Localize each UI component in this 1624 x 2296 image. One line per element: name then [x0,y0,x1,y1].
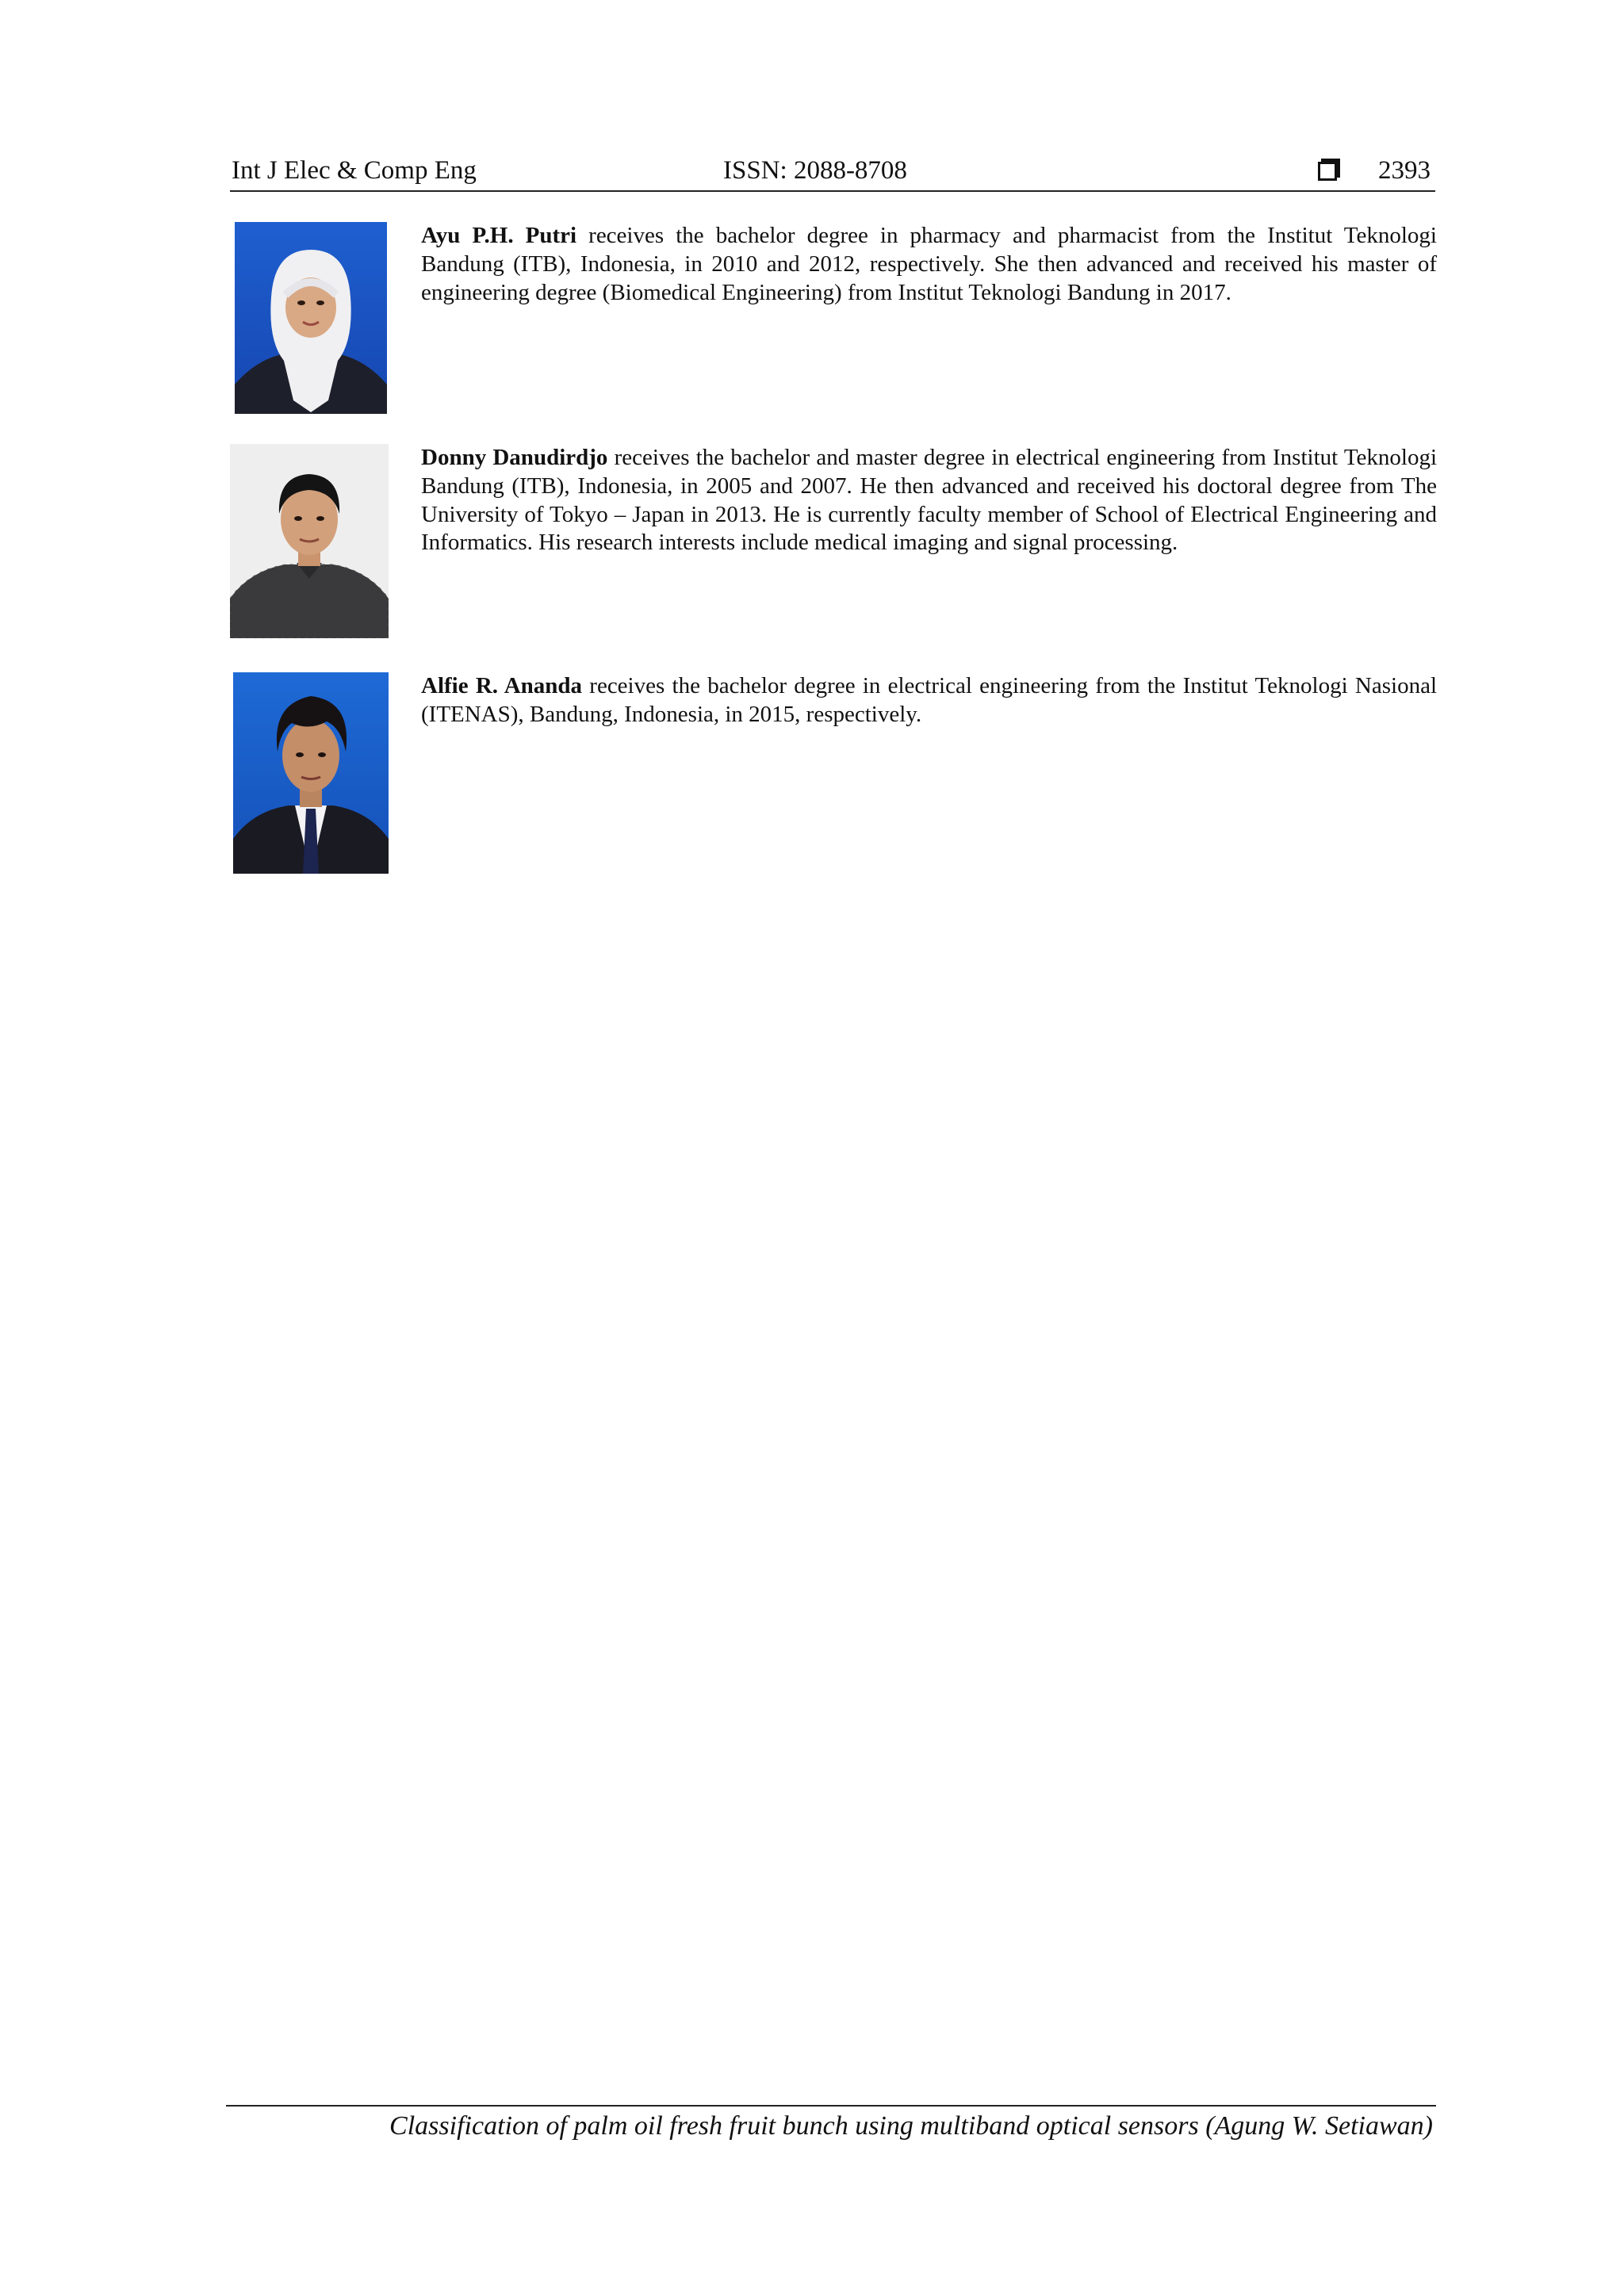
author-name: Ayu P.H. Putri [421,223,577,248]
bio-description: receives the bachelor and master degree in electrical engineering from Institut Teknologi Bandung (ITB), Indonesia, in 2005 and 2007. He then advanced and received his doctoral degree from The University of Tokyo – Japan in 2013. He is currently faculty member of School of Electrical Engineering and Informatics. His research interests include medical imaging and signal processing. [421,445,1437,556]
author-name: Alfie R. Ananda [421,673,583,698]
bio-text [421,222,1437,307]
bio-text [421,444,1437,557]
bio-description: receives the bachelor degree in electrical engineering from the Institut Teknologi Nasional (ITENAS), Bandung, Indonesia, in 2015, respectively. [421,673,1437,727]
bio-description: receives the bachelor degree in pharmacy and pharmacist from the Institut Teknologi Bandung (ITB), Indonesia, in 2010 and 2012, respectively. She then advanced and received his master of engineering degree (Biomedical Engineering) from Institut Teknologi Bandung in 2017. [421,223,1437,305]
author-name: Donny Danudirdjo [421,445,608,470]
checkbox-square-icon [1318,162,1337,181]
bio-text [421,672,1437,729]
author-photo [235,222,387,414]
page-number: 2393 [1378,156,1431,185]
journal-name: Int J Elec & Comp Eng [232,156,477,185]
author-photo [230,444,389,638]
issn: ISSN: 2088-8708 [723,156,907,185]
running-footer [226,2105,1436,2141]
running-header [230,152,1435,192]
author-photo [233,672,389,874]
footer-caption: Classification of palm oil fresh fruit bunch using multiband optical sensors (Agung W. Setiawan) [389,2111,1433,2141]
